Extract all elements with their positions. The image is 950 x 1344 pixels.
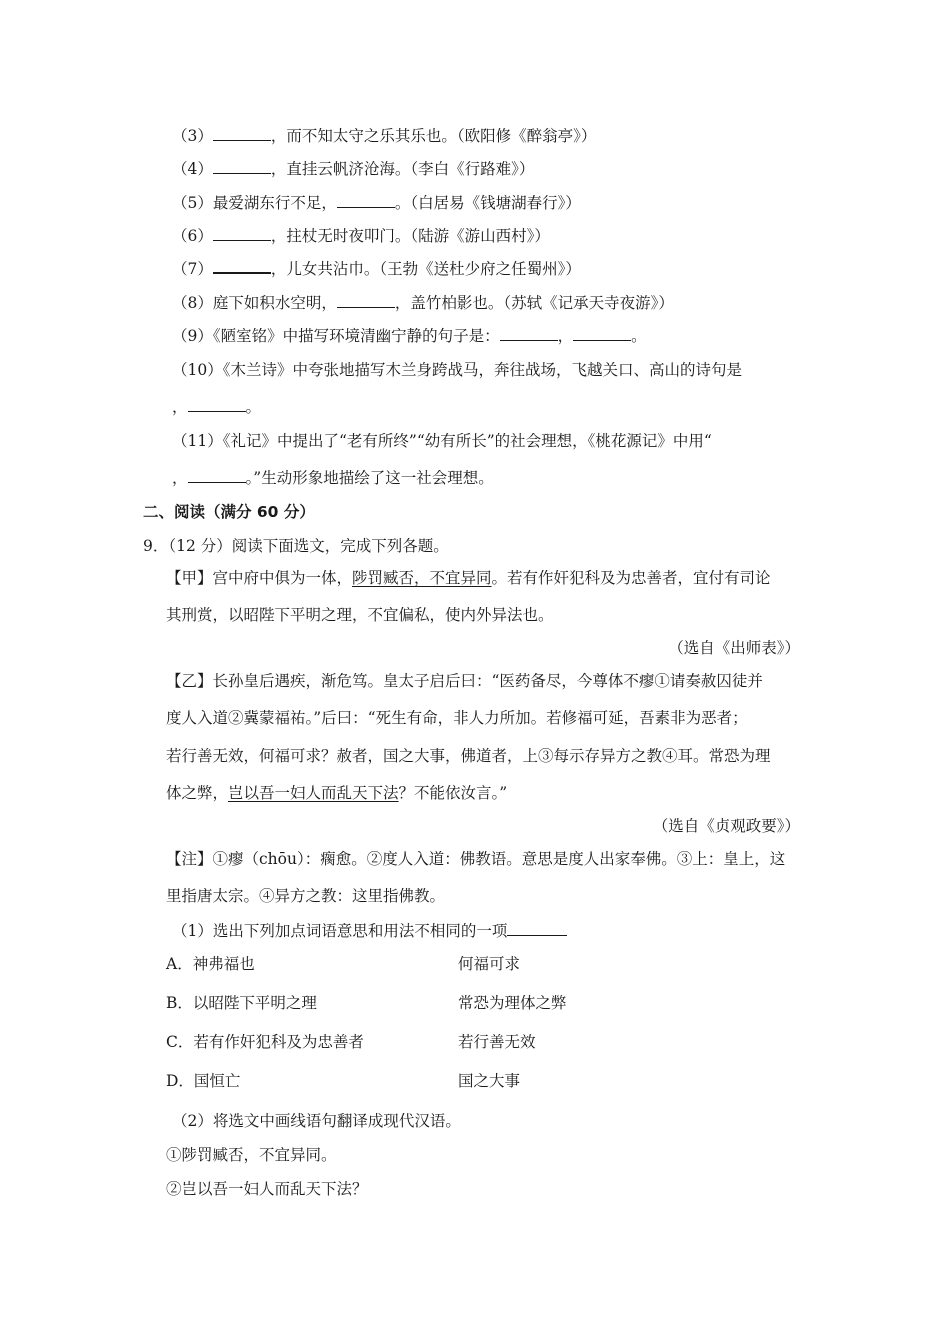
sub-question-2: （2）将选文中画线语句翻译成现代汉语。 xyxy=(172,1112,461,1130)
passage-yi-source: （选自《贞观政要》） xyxy=(652,817,800,835)
question-10-stem: （10）《木兰诗》中夸张地描写木兰身跨战马，奔往战场，飞越关口、高山的诗句是 xyxy=(172,361,742,379)
translation-item-1: ①陟罚臧否，不宜异同。 xyxy=(166,1146,337,1164)
question-11-stem: （11）《礼记》中提出了“老有所终”“幼有所长”的社会理想，《桃花源记》中用“ xyxy=(172,432,712,450)
question-3-text: ，而不知太守之乐其乐也。（欧阳修《醉翁亭》） xyxy=(270,127,597,145)
option-c-right: 若行善无效 xyxy=(458,1033,536,1051)
question-7-text: ，儿女共沾巾。（王勃《送杜少府之任蜀州》） xyxy=(270,260,581,278)
question-4-number: （4） xyxy=(172,160,213,178)
answer-blank[interactable] xyxy=(507,921,567,936)
answer-blank[interactable] xyxy=(573,326,631,341)
question-8 xyxy=(172,292,674,314)
translation-item-2: ②岂以吾一妇人而乱天下法？ xyxy=(166,1180,368,1198)
passage-yi-line-4: 体之弊，岂以吾一妇人而乱天下法？不能依汝言。” xyxy=(166,784,508,802)
answer-blank[interactable] xyxy=(213,159,271,174)
question-11-answer: ， 。”生动形象地描绘了这一社会理想。 xyxy=(172,469,494,487)
question-6-number: （6） xyxy=(172,227,213,245)
underlined-sentence-2: 岂以吾一妇人而乱天下法 xyxy=(228,784,399,802)
answer-blank[interactable] xyxy=(188,397,246,412)
answer-blank[interactable] xyxy=(213,226,271,241)
question-8-text-b: ，盖竹柏影也。（苏轼《记承天寺夜游》） xyxy=(394,294,674,312)
underlined-sentence-1: 陟罚臧否，不宜异同 xyxy=(352,569,492,587)
sub-question-1: （1）选出下列加点词语意思和用法不相同的一项 xyxy=(172,920,567,942)
question-5-text-b: 。（白居易《钱塘湖春行》） xyxy=(394,194,581,212)
question-3 xyxy=(172,125,596,147)
answer-blank[interactable] xyxy=(188,468,246,483)
option-b-right: 常恐为理体之弊 xyxy=(458,994,567,1012)
question-9-text-c: 。 xyxy=(631,327,647,345)
option-b[interactable]: B．以昭陛下平明之理 xyxy=(166,994,317,1012)
question-6-text: ，拄杖无时夜叩门。（陆游《游山西村》） xyxy=(270,227,550,245)
passage-jia-source: （选自《出师表》） xyxy=(668,639,800,657)
option-d-right: 国之大事 xyxy=(458,1072,521,1090)
question-5 xyxy=(172,192,581,214)
passage-yi-line-1: 【乙】长孙皇后遇疾，渐危笃。皇太子启后曰：“医药备尽，今尊体不瘳①请奏赦囚徒并 xyxy=(166,672,763,690)
notes-line-2: 里指唐太宗。④异方之教：这里指佛教。 xyxy=(166,887,446,905)
question-9-recite xyxy=(172,325,647,347)
question-10-answer: ， 。 xyxy=(172,398,262,416)
passage-yi-line-3: 若行善无效，何福可求？赦者，国之大事，佛道者，上③每示存异方之教④耳。常恐为理 xyxy=(166,747,771,765)
question-5-text-a: （5）最爱湖东行不足， xyxy=(172,194,337,212)
question-8-text-a: （8）庭下如积水空明， xyxy=(172,294,337,312)
passage-jia-line-1: 【甲】宫中府中俱为一体，陟罚臧否，不宜异同。若有作奸犯科及为忠善者，宜付有司论 xyxy=(166,569,771,587)
question-9-text-a: （9）《陋室铭》中描写环境清幽宁静的句子是： xyxy=(172,327,500,345)
question-7 xyxy=(172,258,581,280)
question-3-number: （3） xyxy=(172,127,213,145)
question-9-text-b: ， xyxy=(557,327,574,345)
question-7-number: （7） xyxy=(172,260,213,278)
passage-jia-line-2: 其刑赏，以昭陛下平明之理，不宜偏私，使内外异法也。 xyxy=(166,606,554,624)
answer-blank[interactable] xyxy=(337,293,395,308)
notes-line-1: 【注】①瘳（chōu）：瘸愈。②度人入道：佛教语。意思是度人出家奉佛。③上：皇上，这 xyxy=(166,850,786,868)
answer-blank[interactable] xyxy=(213,126,271,141)
answer-blank[interactable] xyxy=(213,258,271,274)
question-6 xyxy=(172,225,550,247)
answer-blank[interactable] xyxy=(337,193,395,208)
question-4-text: ，直挂云帆济沧海。（李白《行路难》） xyxy=(270,160,535,178)
option-c[interactable]: C．若有作奸犯科及为忠善者 xyxy=(166,1033,364,1051)
option-a-right: 何福可求 xyxy=(458,955,521,973)
option-a[interactable]: A．神弗福也 xyxy=(166,955,255,973)
answer-blank[interactable] xyxy=(500,326,558,341)
question-9-header: 9．（12 分）阅读下面选文，完成下列各题。 xyxy=(143,537,449,555)
question-4 xyxy=(172,158,534,180)
option-d[interactable]: D．国恒亡 xyxy=(166,1072,241,1090)
passage-yi-line-2: 度人入道②冀蒙福祐。”后曰：“死生有命，非人力所加。若修福可延，吾素非为恶者； xyxy=(166,709,748,727)
section-2-title: 二、阅读（满分 60 分） xyxy=(143,503,315,521)
